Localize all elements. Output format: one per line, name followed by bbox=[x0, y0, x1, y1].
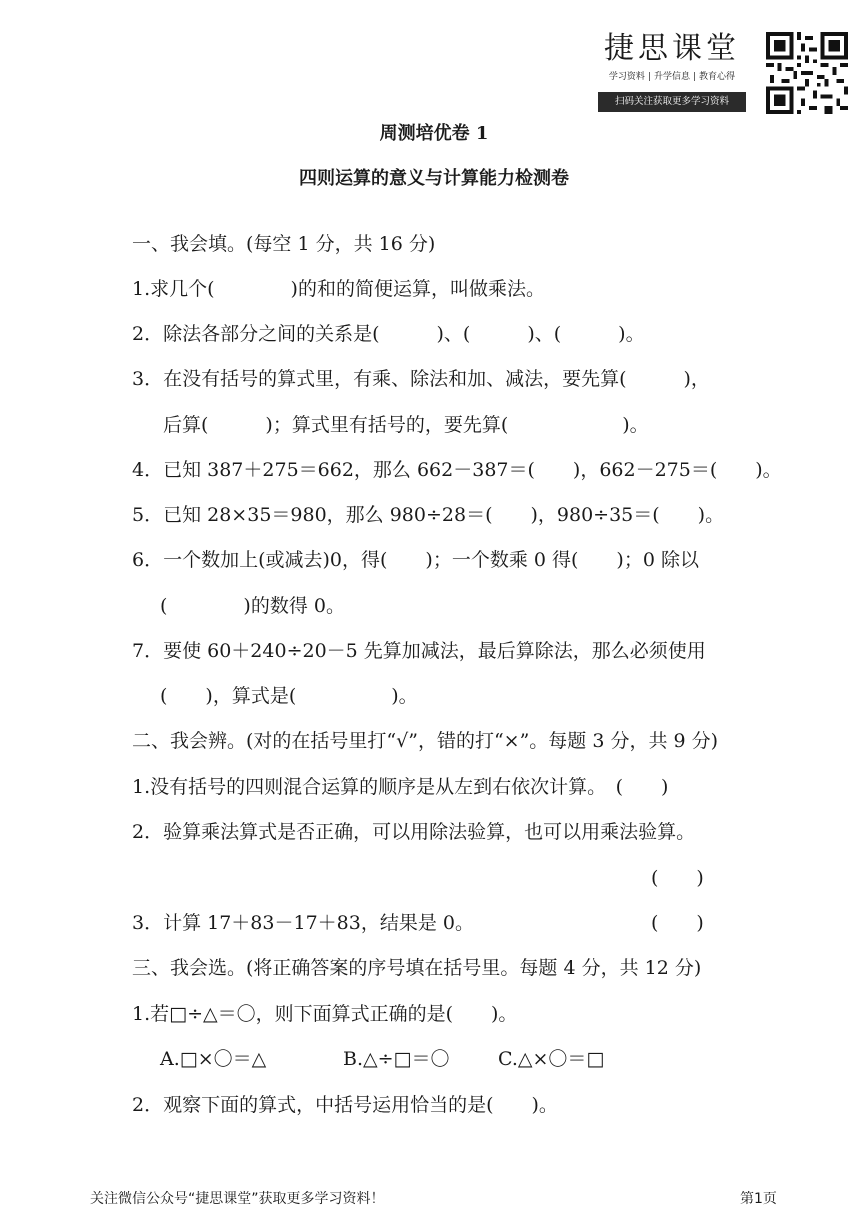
question-line: 4．已知 387＋275＝662，那么 662－387＝( )，662－275＝( )。 bbox=[132, 459, 782, 481]
brand-name: 捷思课堂 bbox=[604, 31, 740, 66]
section-heading: 一、我会填。(每空 1 分，共 16 分) bbox=[132, 233, 436, 255]
brand-block bbox=[598, 30, 746, 112]
brand-tag: 升学信息 bbox=[653, 72, 690, 82]
question-line: 3．计算 17＋83－17＋83，结果是 0。 bbox=[132, 912, 474, 934]
question-line: 2．除法各部分之间的关系是( )、( )、( )。 bbox=[132, 323, 645, 345]
question-line: 5．已知 28×35＝980，那么 980÷28＝( )，980÷35＝( )。 bbox=[132, 504, 725, 526]
question-line: 7．要使 60＋240÷20－5 先算加减法，最后算除法，那么必须使用 bbox=[132, 640, 706, 662]
question-line: 1.求几个( )的和的简便运算，叫做乘法。 bbox=[132, 278, 545, 300]
page-subtitle: 四则运算的意义与计算能力检测卷 bbox=[299, 168, 569, 189]
question-line: 6．一个数加上(或减去)0，得( )；一个数乘 0 得( )；0 除以 bbox=[132, 549, 699, 571]
question-line: 1.若□÷△＝〇，则下面算式正确的是( )。 bbox=[132, 1003, 518, 1025]
option-c: C.△×〇＝□ bbox=[498, 1048, 605, 1070]
question-line: 1.没有括号的四则混合运算的顺序是从左到右依次计算。 ( ) bbox=[132, 776, 669, 798]
brand-bar: 扫码关注获取更多学习资料 bbox=[598, 92, 746, 112]
brand-tag: 教育心得 bbox=[699, 72, 736, 82]
question-line: 3．在没有括号的算式里，有乘、除法和加、减法，要先算( )， bbox=[132, 368, 710, 390]
option-b: B.△÷□＝〇 bbox=[343, 1048, 450, 1070]
section-heading: 二、我会辨。(对的在括号里打“√”，错的打“×”。每题 3 分，共 9 分) bbox=[132, 730, 719, 752]
qr-code-icon bbox=[766, 32, 848, 114]
page-number: 第1页 bbox=[740, 1191, 777, 1207]
section-heading: 三、我会选。(将正确答案的序号填在括号里。每题 4 分，共 12 分) bbox=[132, 957, 702, 979]
page-title: 周测培优卷 1 bbox=[379, 123, 489, 144]
question-line: 2．观察下面的算式，中括号运用恰当的是( )。 bbox=[132, 1094, 558, 1116]
question-line: ( )，算式是( )。 bbox=[160, 685, 418, 707]
footer-note: 关注微信公众号“捷思课堂”获取更多学习资料！ bbox=[90, 1191, 385, 1207]
question-line: 2．验算乘法算式是否正确，可以用除法验算，也可以用乘法验算。 bbox=[132, 821, 696, 843]
question-line: ( )的数得 0。 bbox=[160, 595, 345, 617]
answer-bracket: ( ) bbox=[651, 912, 704, 934]
question-line: 后算( )；算式里有括号的，要先算( )。 bbox=[163, 414, 649, 436]
answer-bracket: ( ) bbox=[651, 867, 704, 889]
brand-tag: 学习资料 bbox=[608, 72, 645, 82]
brand-tags: 学习资料 | 升学信息 | 教育心得 bbox=[608, 72, 736, 82]
option-a: A.□×〇＝△ bbox=[160, 1048, 267, 1070]
